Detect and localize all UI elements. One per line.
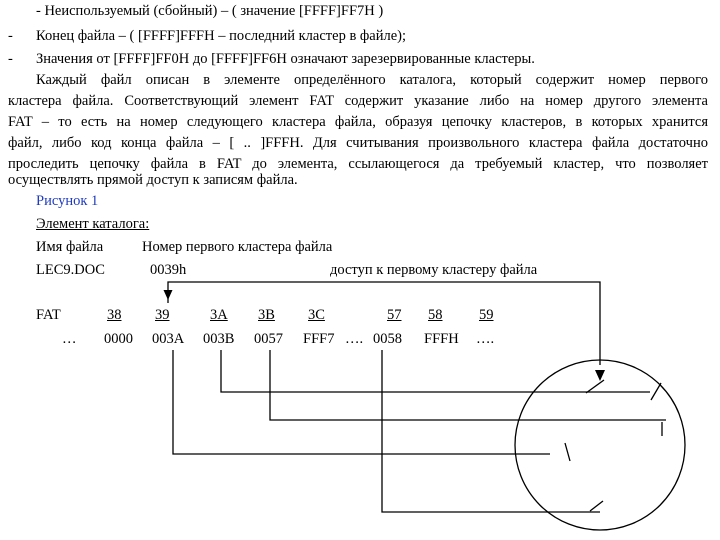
fat-value-0057: 0057 — [254, 331, 283, 347]
fat-index-39: 39 — [155, 307, 170, 323]
fat-index-58: 58 — [428, 307, 443, 323]
directory-entry-title: Элемент каталога: — [36, 216, 150, 232]
bullet-reserved-values: Значения от [FFFF]FF0H до [FFFF]FF6H означают зарезервированные кластеры. — [36, 51, 535, 67]
fat-value-0000: 0000 — [104, 331, 133, 347]
chain-line-0057 — [173, 350, 550, 454]
access-connector-line — [168, 282, 600, 365]
fat-value-003a: 003A — [152, 331, 185, 347]
disk-sector-mark-4 — [565, 443, 570, 461]
file-name-value: LEC9.DOC — [36, 262, 105, 278]
bullet-unused-value: - Неиспользуемый (сбойный) – ( значение [FFFF]FF7H ) — [36, 3, 384, 19]
fat-ellipsis: … — [62, 331, 77, 347]
fat-index-3a: 3A — [210, 307, 228, 323]
fat-index-3b: 3B — [258, 307, 275, 323]
access-arrow-head — [164, 290, 173, 300]
bullet-end-of-file: Конец файла – ( [FFFF]FFFH – последний кластер в файле); — [36, 28, 407, 44]
fat-index-57: 57 — [387, 307, 402, 323]
paragraph-line-3: FAT – то есть на номер следующего кластера файла, образуя цепочку кластеров, в которых хранится — [8, 114, 708, 130]
first-cluster-access-note: доступ к первому кластеру файла — [330, 262, 538, 278]
chain-line-3a — [221, 350, 650, 392]
column-file-name: Имя файла — [36, 239, 104, 255]
disk-sector-mark-2 — [651, 383, 661, 400]
fat-index-38: 38 — [107, 307, 122, 323]
fat-value-ellipsis-1: …. — [345, 331, 364, 347]
chain-line-0058 — [382, 350, 600, 512]
bullet-dash-reserved: - — [8, 51, 13, 67]
paragraph-line-6: осуществлять прямой доступ к записям файла. — [8, 172, 298, 188]
bullet-dash-eof: - — [8, 28, 13, 44]
fat-index-59: 59 — [479, 307, 494, 323]
fat-value-fff7: FFF7 — [303, 331, 335, 347]
figure-caption: Рисунок 1 — [36, 193, 99, 209]
paragraph-line-4: файл, либо код конца файла – [ .. ]FFFH. Для считывания произвольного кластера файла достаточно — [8, 135, 708, 151]
fat-index-3c: 3C — [308, 307, 325, 323]
first-cluster-value: 0039h — [150, 262, 187, 278]
disk-sector-mark-5 — [590, 501, 603, 511]
fat-label: FAT — [36, 307, 61, 323]
fat-value-003b: 003B — [203, 331, 235, 347]
disk-arrow-head — [595, 370, 605, 381]
disk-sector-mark-1 — [586, 380, 604, 393]
paragraph-line-2: кластера файла. Соответствующий элемент FAT содержит указание либо на номер другого элемента — [8, 93, 708, 109]
column-first-cluster: Номер первого кластера файла — [142, 239, 333, 255]
fat-value-0058: 0058 — [373, 331, 402, 347]
paragraph-line-1: Каждый файл описан в элементе определённого каталога, который содержит номер первого — [36, 72, 708, 88]
fat-value-ellipsis-2: …. — [476, 331, 495, 347]
fat-value-fffh: FFFH — [424, 331, 459, 347]
paragraph-line-5: проследить цепочку файла в FAT до элемента, ссылающегося да требуемый кластер, что позволяет — [8, 156, 708, 172]
